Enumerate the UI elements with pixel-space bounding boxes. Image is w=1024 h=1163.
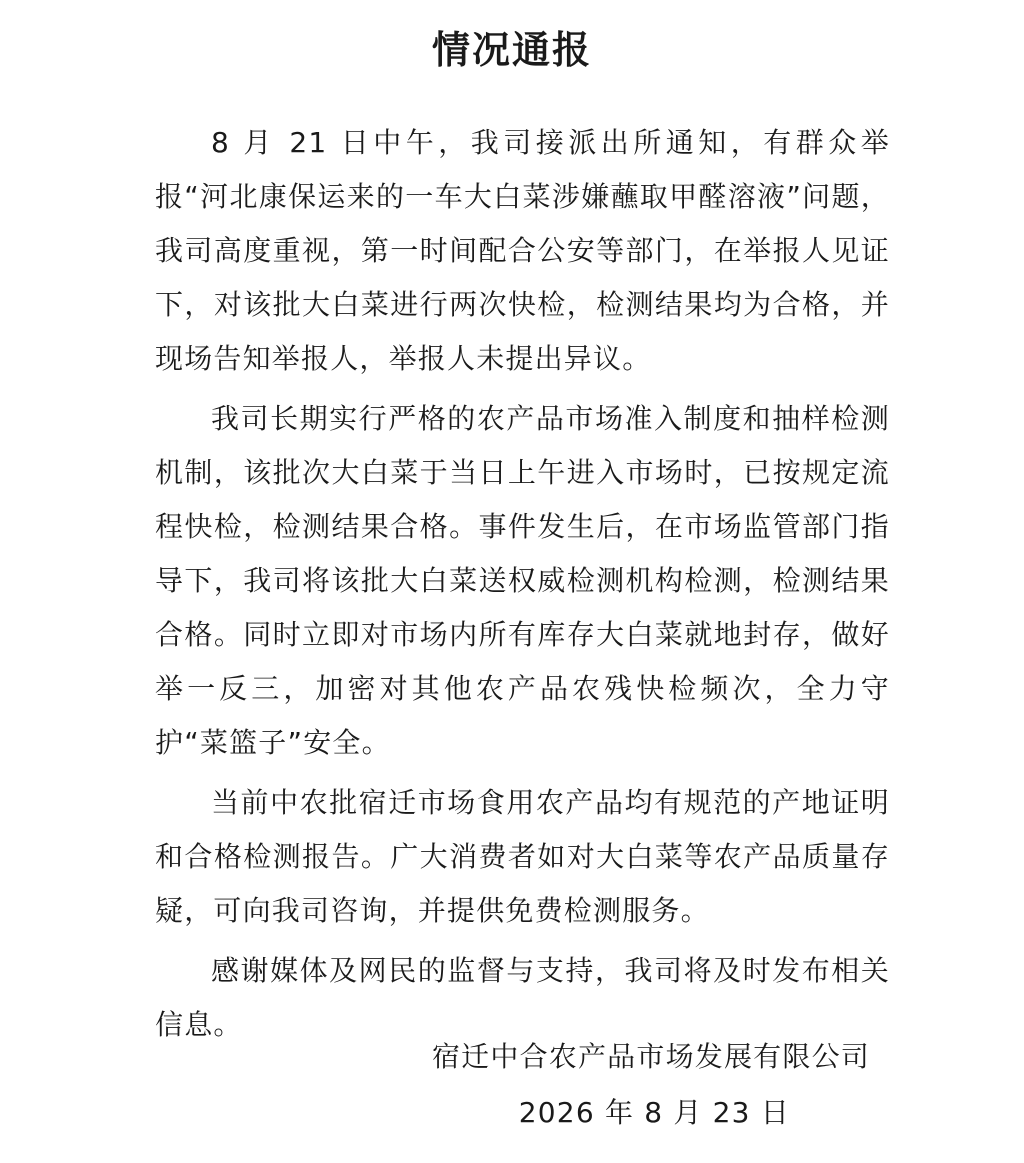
notice-body	[155, 116, 890, 1058]
paragraph-2: 我司长期实行严格的农产品市场准入制度和抽样检测机制，该批次大白菜于当日上午进入市场时，已按规定流程快检，检测结果合格。事件发生后，在市场监管部门指导下，我司将该批大白菜送权威检测机构检测，检测结果合格。同时立即对市场内所有库存大白菜就地封存，做好举一反三，加密对其他农产品农残快检频次，全力守护“菜篮子”安全。	[155, 402, 890, 759]
signature-organization: 宿迁中合农产品市场发展有限公司	[431, 1040, 870, 1073]
paragraph-4: 感谢媒体及网民的监督与支持，我司将及时发布相关信息。	[155, 954, 890, 1041]
page-title: 情况通报	[431, 28, 592, 72]
signature-block	[432, 1030, 870, 1084]
paragraph-1: 8 月 21 日中午，我司接派出所通知，有群众举报“河北康保运来的一车大白菜涉嫌蘸取甲醛溶液”问题，我司高度重视，第一时间配合公安等部门，在举报人见证下，对该批大白菜进行两次快检，检测结果均为合格，并现场告知举报人，举报人未提出异议。	[155, 126, 890, 375]
signature-date: 2026 年 8 月 23 日	[518, 1096, 790, 1129]
paragraph-3: 当前中农批宿迁市场食用农产品均有规范的产地证明和合格检测报告。广大消费者如对大白菜等农产品质量存疑，可向我司咨询，并提供免费检测服务。	[155, 786, 890, 927]
